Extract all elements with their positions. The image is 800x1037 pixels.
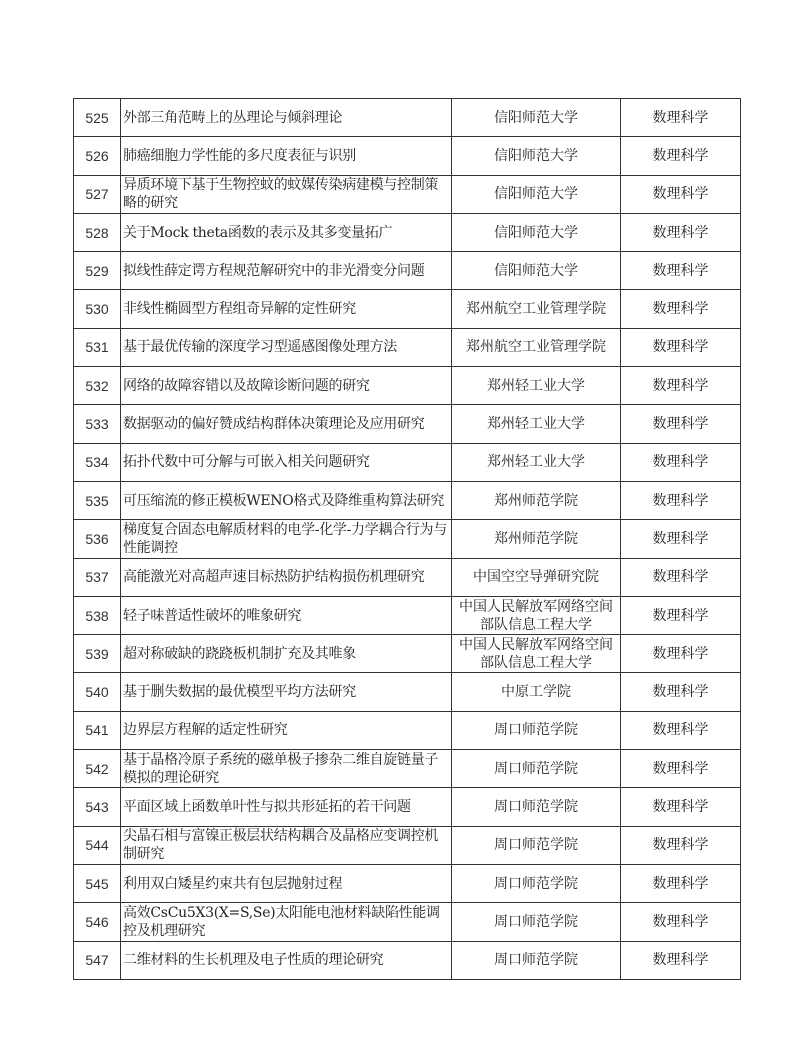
row-number: 533: [74, 405, 121, 443]
table-row: [74, 941, 741, 979]
discipline: 数理科学: [621, 711, 741, 749]
row-number: 543: [74, 788, 121, 826]
institution: 信阳师范大学: [452, 99, 621, 137]
table-row: [74, 826, 741, 864]
table-row: [74, 137, 741, 175]
project-title: 平面区域上函数单叶性与拟共形延拓的若干问题: [121, 788, 452, 826]
institution: 郑州师范学院: [452, 520, 621, 558]
table-row: [74, 405, 741, 443]
project-title: 边界层方程解的适定性研究: [121, 711, 452, 749]
discipline: 数理科学: [621, 137, 741, 175]
project-title: 高效CsCu5X3(X=S,Se)太阳能电池材料缺陷性能调控及机理研究: [121, 903, 452, 941]
discipline: 数理科学: [621, 673, 741, 711]
discipline: 数理科学: [621, 99, 741, 137]
project-title: 基于删失数据的最优模型平均方法研究: [121, 673, 452, 711]
discipline: 数理科学: [621, 481, 741, 519]
discipline: 数理科学: [621, 443, 741, 481]
project-table: [73, 98, 741, 980]
table-row: [74, 328, 741, 366]
institution: 郑州轻工业大学: [452, 443, 621, 481]
row-number: 526: [74, 137, 121, 175]
institution: 郑州航空工业管理学院: [452, 290, 621, 328]
row-number: 534: [74, 443, 121, 481]
table-row: [74, 290, 741, 328]
institution: 信阳师范大学: [452, 137, 621, 175]
row-number: 547: [74, 941, 121, 979]
discipline: 数理科学: [621, 596, 741, 634]
row-number: 529: [74, 252, 121, 290]
institution: 信阳师范大学: [452, 213, 621, 251]
table-row: [74, 903, 741, 941]
row-number: 538: [74, 596, 121, 634]
project-table-body: [74, 99, 741, 980]
institution: 周口师范学院: [452, 864, 621, 902]
table-row: [74, 673, 741, 711]
institution: 中国人民解放军网络空间部队信息工程大学: [452, 635, 621, 673]
discipline: 数理科学: [621, 520, 741, 558]
project-title: 非线性椭圆型方程组奇异解的定性研究: [121, 290, 452, 328]
table-row: [74, 864, 741, 902]
institution: 郑州航空工业管理学院: [452, 328, 621, 366]
discipline: 数理科学: [621, 213, 741, 251]
discipline: 数理科学: [621, 175, 741, 213]
row-number: 539: [74, 635, 121, 673]
discipline: 数理科学: [621, 328, 741, 366]
row-number: 545: [74, 864, 121, 902]
row-number: 540: [74, 673, 121, 711]
project-title: 关于Mock theta函数的表示及其多变量拓广: [121, 213, 452, 251]
institution: 周口师范学院: [452, 826, 621, 864]
project-title: 轻子味普适性破坏的唯象研究: [121, 596, 452, 634]
table-row: [74, 711, 741, 749]
institution: 郑州师范学院: [452, 481, 621, 519]
discipline: 数理科学: [621, 903, 741, 941]
project-title: 尖晶石相与富镍正极层状结构耦合及晶格应变调控机制研究: [121, 826, 452, 864]
table-row: [74, 175, 741, 213]
discipline: 数理科学: [621, 405, 741, 443]
table-row: [74, 99, 741, 137]
discipline: 数理科学: [621, 788, 741, 826]
institution: 郑州轻工业大学: [452, 405, 621, 443]
table-row: [74, 520, 741, 558]
row-number: 541: [74, 711, 121, 749]
project-title: 可压缩流的修正模板WENO格式及降维重构算法研究: [121, 481, 452, 519]
institution: 中国空空导弹研究院: [452, 558, 621, 596]
project-title: 二维材料的生长机理及电子性质的理论研究: [121, 941, 452, 979]
table-row: [74, 750, 741, 788]
project-title: 高能激光对高超声速目标热防护结构损伤机理研究: [121, 558, 452, 596]
discipline: 数理科学: [621, 290, 741, 328]
discipline: 数理科学: [621, 635, 741, 673]
institution: 周口师范学院: [452, 903, 621, 941]
row-number: 535: [74, 481, 121, 519]
discipline: 数理科学: [621, 826, 741, 864]
discipline: 数理科学: [621, 941, 741, 979]
table-row: [74, 443, 741, 481]
table-row: [74, 788, 741, 826]
row-number: 525: [74, 99, 121, 137]
institution: 中原工学院: [452, 673, 621, 711]
table-row: [74, 252, 741, 290]
institution: 信阳师范大学: [452, 175, 621, 213]
table-row: [74, 635, 741, 673]
row-number: 536: [74, 520, 121, 558]
institution: 周口师范学院: [452, 750, 621, 788]
institution: 周口师范学院: [452, 711, 621, 749]
discipline: 数理科学: [621, 252, 741, 290]
project-title: 超对称破缺的跷跷板机制扩充及其唯象: [121, 635, 452, 673]
institution: 周口师范学院: [452, 788, 621, 826]
discipline: 数理科学: [621, 750, 741, 788]
row-number: 532: [74, 367, 121, 405]
project-title: 数据驱动的偏好赞成结构群体决策理论及应用研究: [121, 405, 452, 443]
institution: 郑州轻工业大学: [452, 367, 621, 405]
institution: 周口师范学院: [452, 941, 621, 979]
project-title: 基于最优传输的深度学习型遥感图像处理方法: [121, 328, 452, 366]
table-row: [74, 558, 741, 596]
row-number: 544: [74, 826, 121, 864]
row-number: 530: [74, 290, 121, 328]
row-number: 542: [74, 750, 121, 788]
row-number: 546: [74, 903, 121, 941]
row-number: 527: [74, 175, 121, 213]
discipline: 数理科学: [621, 558, 741, 596]
project-title: 拓扑代数中可分解与可嵌入相关问题研究: [121, 443, 452, 481]
table-row: [74, 213, 741, 251]
discipline: 数理科学: [621, 367, 741, 405]
row-number: 531: [74, 328, 121, 366]
project-title: 异质环境下基于生物控蚊的蚊媒传染病建模与控制策略的研究: [121, 175, 452, 213]
project-title: 拟线性薛定谔方程规范解研究中的非光滑变分问题: [121, 252, 452, 290]
project-title: 外部三角范畴上的丛理论与倾斜理论: [121, 99, 452, 137]
institution: 中国人民解放军网络空间部队信息工程大学: [452, 596, 621, 634]
project-title: 肺癌细胞力学性能的多尺度表征与识别: [121, 137, 452, 175]
project-title: 基于晶格冷原子系统的磁单极子掺杂二维自旋链量子模拟的理论研究: [121, 750, 452, 788]
project-title: 梯度复合固态电解质材料的电学-化学-力学耦合行为与性能调控: [121, 520, 452, 558]
row-number: 537: [74, 558, 121, 596]
row-number: 528: [74, 213, 121, 251]
table-row: [74, 481, 741, 519]
table-row: [74, 367, 741, 405]
institution: 信阳师范大学: [452, 252, 621, 290]
table-row: [74, 596, 741, 634]
discipline: 数理科学: [621, 864, 741, 902]
project-title: 网络的故障容错以及故障诊断问题的研究: [121, 367, 452, 405]
project-title: 利用双白矮星约束共有包层抛射过程: [121, 864, 452, 902]
